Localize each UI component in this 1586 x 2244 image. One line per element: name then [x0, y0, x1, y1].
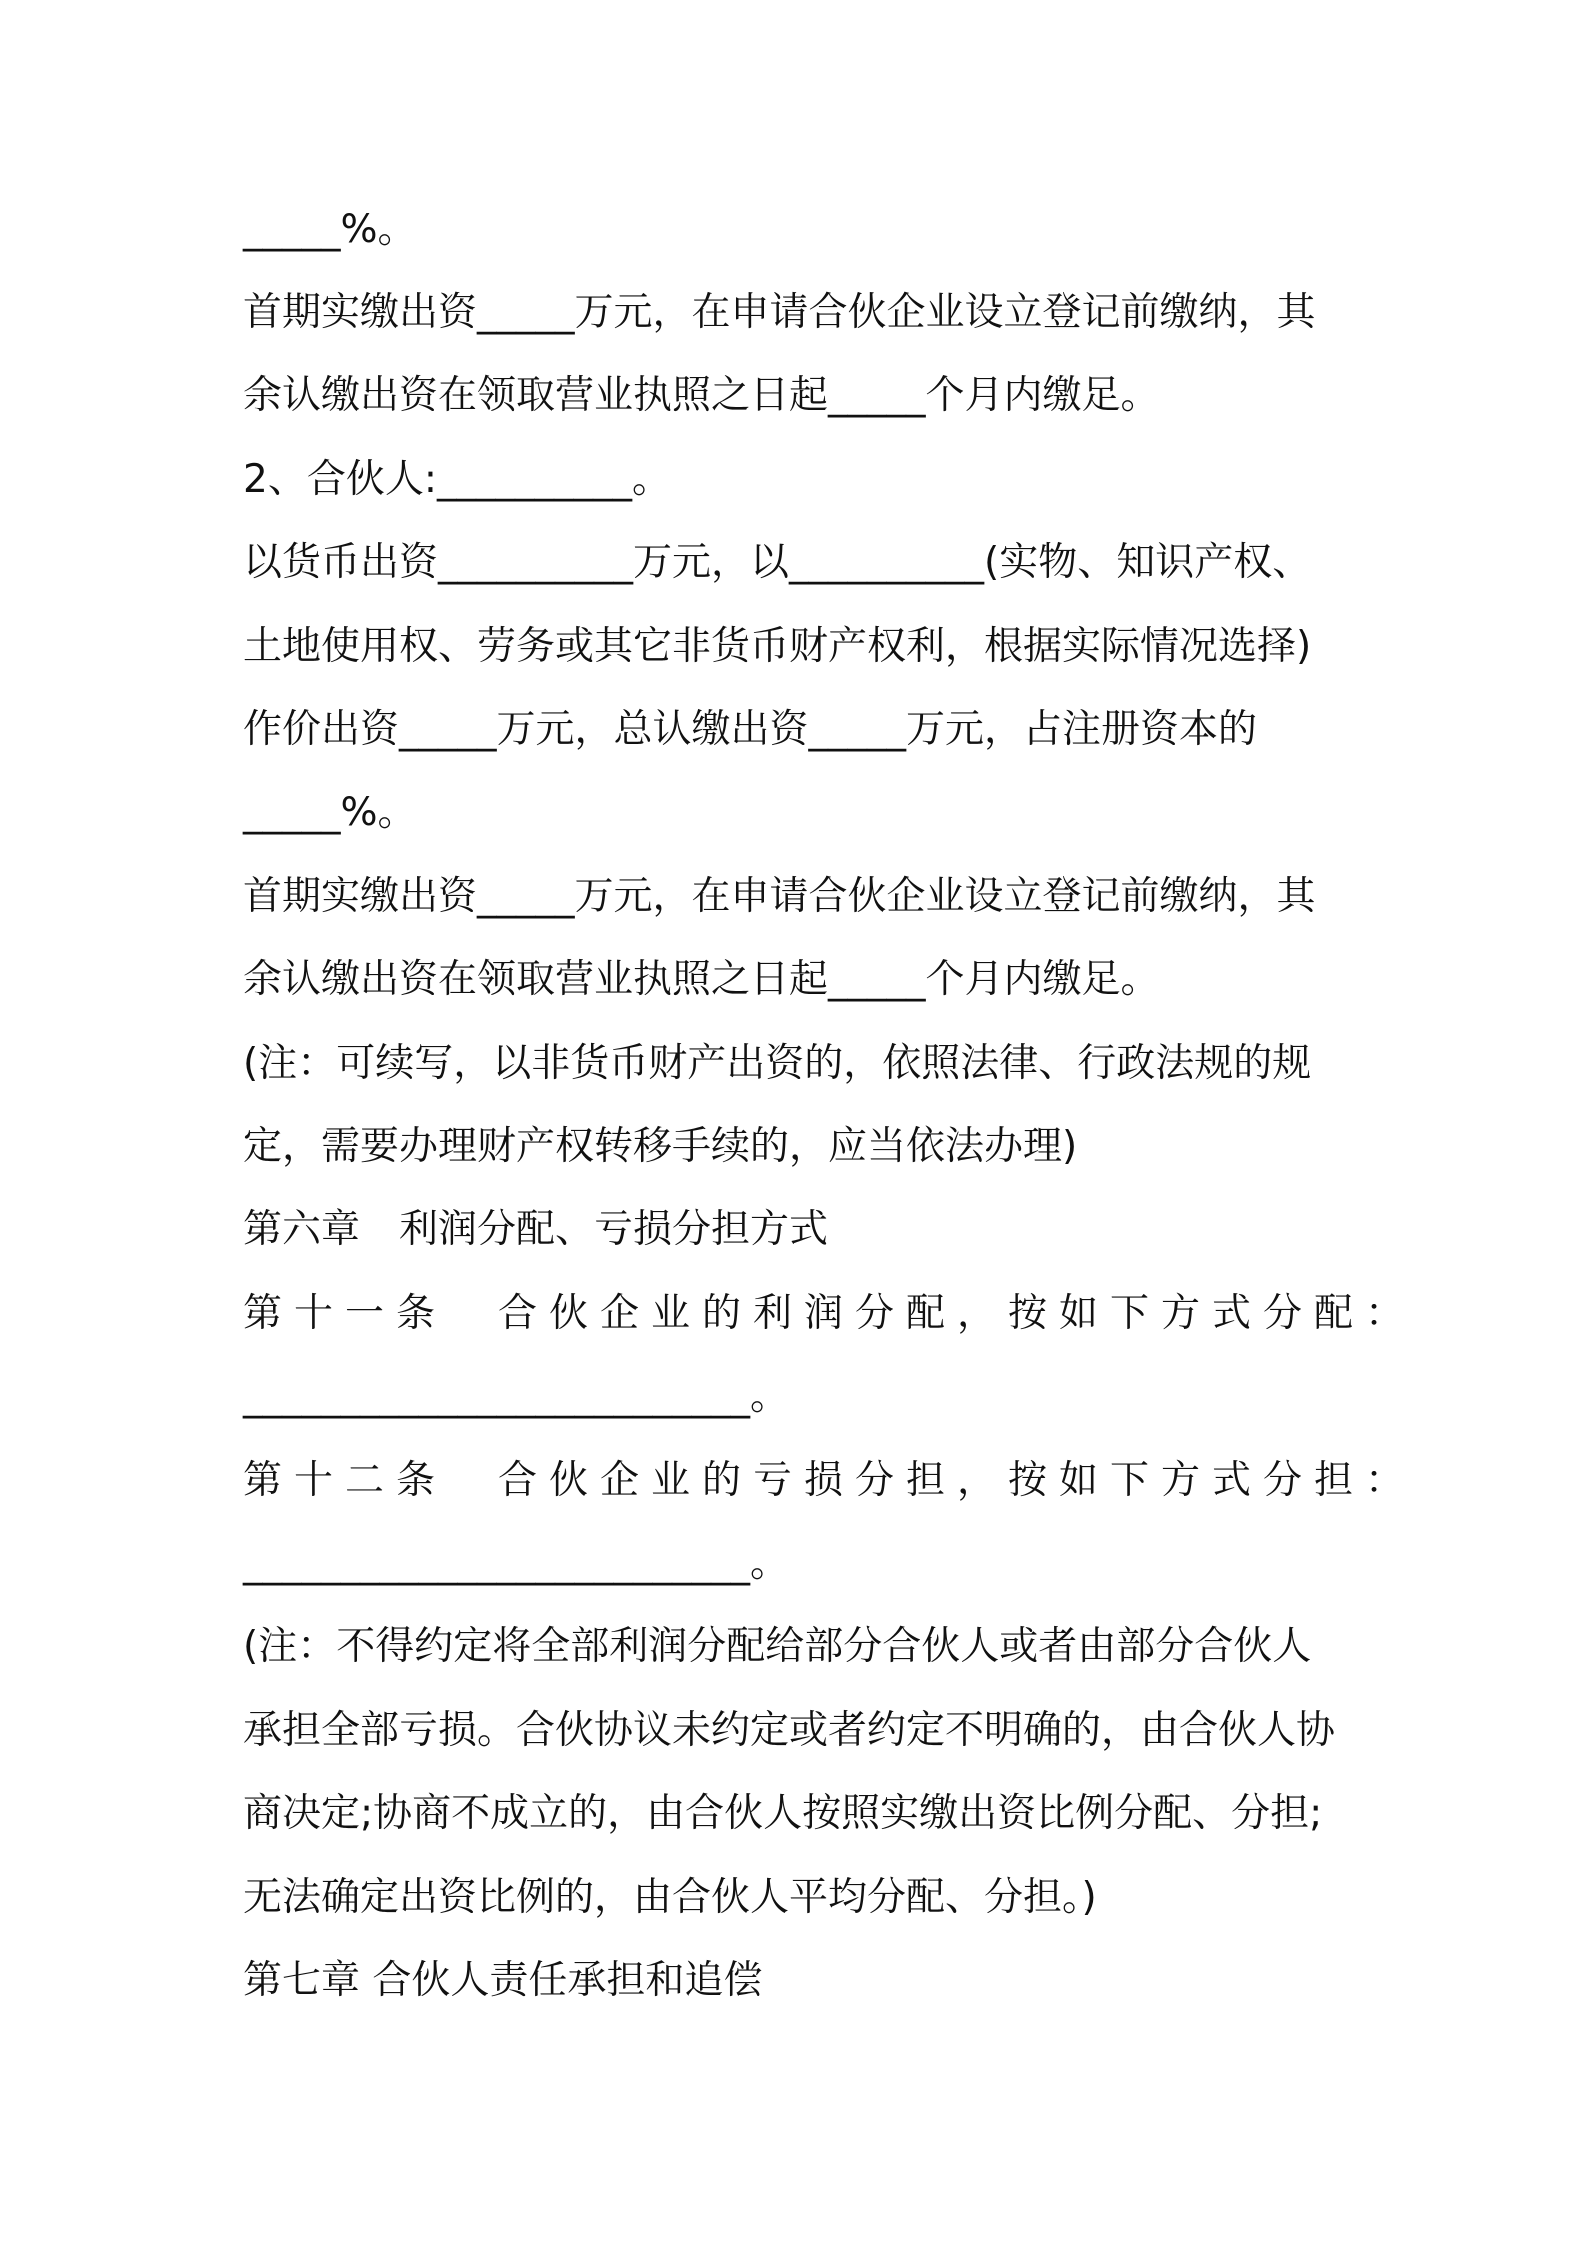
text-line: (注：不得约定将全部利润分配给部分合伙人或者由部分合伙人 — [243, 1624, 1312, 1669]
text-line: (注：可续写，以非货币财产出资的，依照法律、行政法规的规 — [243, 1041, 1312, 1086]
text-line: 定，需要办理财产权转移手续的，应当依法办理) — [243, 1124, 1078, 1169]
text-line: 首期实缴出资_____万元，在申请合伙企业设立登记前缴纳，其 — [243, 290, 1316, 335]
article-heading: 第十一条 合伙企业的利润分配，按如下方式分配： — [243, 1291, 1417, 1336]
text-line: 商决定;协商不成立的，由合伙人按照实缴出资比例分配、分担; — [243, 1791, 1323, 1836]
text-line: 无法确定出资比例的，由合伙人平均分配、分担。) — [243, 1875, 1097, 1920]
text-line: 首期实缴出资_____万元，在申请合伙企业设立登记前缴纳，其 — [243, 874, 1316, 919]
text-line: 余认缴出资在领取营业执照之日起_____个月内缴足。 — [243, 957, 1160, 1002]
text-line: 承担全部亏损。合伙协议未约定或者约定不明确的，由合伙人协 — [243, 1708, 1336, 1753]
text-line: _____%。 — [243, 207, 417, 252]
text-line: 以货币出资__________万元，以__________(实物、知识产权、 — [243, 540, 1312, 585]
text-line: __________________________。 — [243, 1374, 789, 1419]
chapter-heading: 第七章 合伙人责任承担和追偿 — [243, 1958, 763, 2003]
text-line: 余认缴出资在领取营业执照之日起_____个月内缴足。 — [243, 373, 1160, 418]
chapter-heading: 第六章 利润分配、亏损分担方式 — [243, 1207, 829, 1252]
text-line: _____%。 — [243, 790, 417, 835]
text-line: __________________________。 — [243, 1541, 789, 1586]
text-line: 土地使用权、劳务或其它非货币财产权利，根据实际情况选择) — [243, 624, 1312, 669]
text-line: 作价出资_____万元，总认缴出资_____万元，占注册资本的 — [243, 707, 1258, 752]
text-line: 2、合伙人:__________。 — [243, 457, 671, 502]
article-heading: 第十二条 合伙企业的亏损分担，按如下方式分担： — [243, 1458, 1417, 1503]
